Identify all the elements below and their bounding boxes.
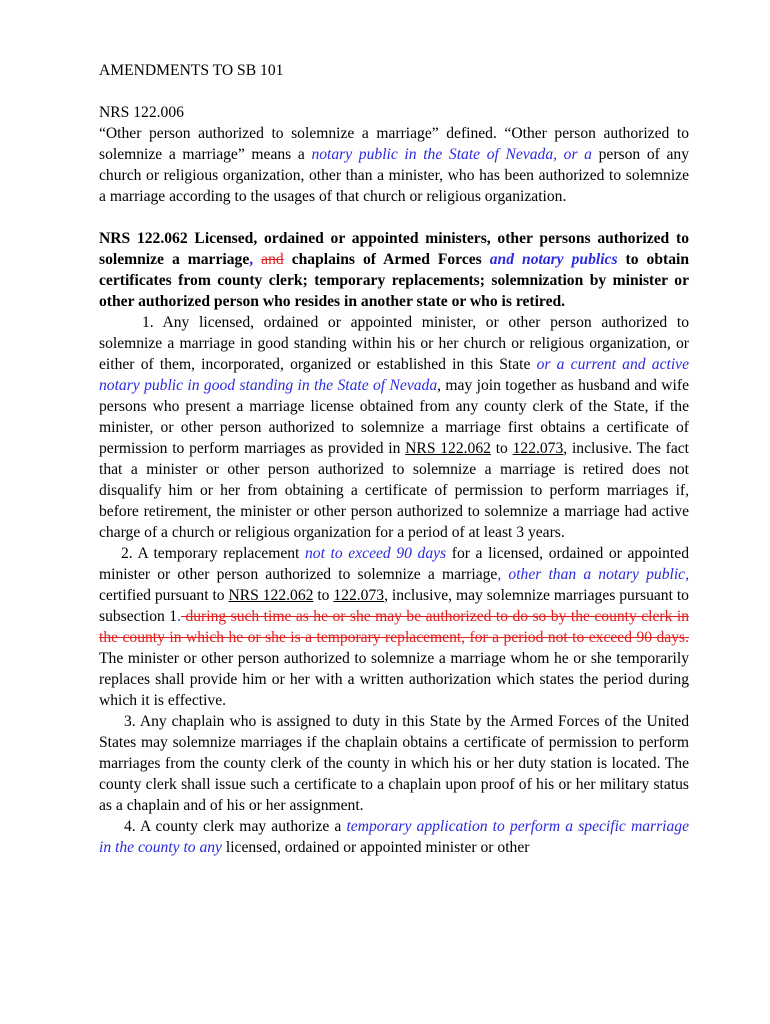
deleted-text: and [261, 251, 284, 268]
text-run: for a licensed, ordained or appointed minister or other person authorized to solemnize a marriage [99, 545, 689, 583]
inserted-text: not to exceed 90 days [305, 545, 447, 562]
heading-run: NRS 122.062 Licensed, ordained or appointed ministers, other persons authorized to solemnize a marriage [99, 230, 689, 268]
nrs-122-006-heading: NRS 122.006 [99, 104, 184, 121]
document-title: AMENDMENTS TO SB 101 [99, 62, 284, 79]
inserted-text: notary public in the State of Nevada, or a [311, 146, 592, 163]
text-run: 4. A county clerk may authorize a [124, 818, 347, 835]
inserted-text: or a current and active notary public in good standing in the State of Nevada [99, 356, 690, 394]
subsection-2 [99, 543, 689, 711]
inserted-period: . [177, 608, 181, 625]
nrs-122-006-text [99, 123, 689, 207]
inserted-text: and notary publics [489, 251, 618, 268]
text-run: certified pursuant to [99, 587, 229, 604]
text-run: to [313, 587, 334, 604]
subsection-4 [99, 816, 689, 858]
text-run: 3. Any chaplain who is assigned to duty in this State by the Armed Forces of the United States may solemnize marriages if the chaplain obtains a certificate of permission to perform marriages from the county clerk of the county in which his or her duty station is located. The county clerk shall issue such a certificate to a chaplain upon proof of his or her military status as a chaplain and of his or her assignment. [99, 713, 689, 814]
text-run: , inclusive. The fact that a minister or other person authorized to solemnize a marriage is retired does not disqualify him or her from obtaining a certificate of permission to perform marriages if, before retirement, the minister or other person authorized to solemnize a marriage had active charge of a church or religious organization for a period of at least 3 years. [99, 440, 689, 541]
deleted-text: during such time as he or she may be authorized to do so by the county clerk in the county in which he or she is a temporary replacement, for a period not to exceed 90 days. [99, 608, 690, 646]
text-run: , inclusive, may solemnize marriages pursuant to subsection 1 [99, 587, 689, 625]
text-run: licensed, ordained or appointed minister or other [221, 839, 530, 856]
inserted-comma: , [249, 251, 254, 268]
text-run: “Other person authorized to solemnize a marriage” defined. “Other person authorized to solemnize a marriage” means a [99, 125, 689, 163]
nrs-reference-link[interactable]: 122.073 [512, 440, 564, 457]
text-run: 1. Any licensed, ordained or appointed minister, or other person authorized to solemnize a marriage in good standing within his or her church or religious organization, or either of them, incorporated, organized or established in this State [99, 314, 689, 373]
document-body [99, 60, 689, 858]
nrs-122-062-heading [99, 228, 689, 312]
nrs-reference-link[interactable]: NRS 122.062 [405, 440, 491, 457]
subsection-3 [99, 711, 689, 816]
inserted-text: , other than a notary public, [497, 566, 689, 583]
inserted-text: temporary application to perform a specific marriage in the county to any [99, 818, 689, 856]
heading-run: chaplains of Armed Forces [283, 251, 490, 268]
nrs-reference-link[interactable]: NRS 122.062 [228, 587, 314, 604]
text-run: 2. A temporary replacement [121, 545, 305, 562]
subsection-1 [99, 312, 689, 543]
heading-run: to obtain certificates from county clerk; temporary replacements; solemnization by minister or other authorized person who resides in another state or who is retired. [99, 251, 690, 310]
text-run: , may join together as husband and wife persons who present a marriage license obtained from any county clerk of the State, if the minister, or other person authorized to solemnize a marriage first obtains a certificate of permission to perform marriages as provided in [99, 377, 690, 457]
text-run: person of any church or religious organization, other than a minister, who has been authorized to solemnize a marriage according to the usages of that church or religious organization. [99, 146, 689, 205]
nrs-reference-link[interactable]: 122.073 [333, 587, 385, 604]
text-run: The minister or other person authorized to solemnize a marriage whom he or she temporarily replaces shall provide him or her with a written authorization which states the period during which it is effective. [99, 650, 689, 709]
text-run: to [490, 440, 513, 457]
